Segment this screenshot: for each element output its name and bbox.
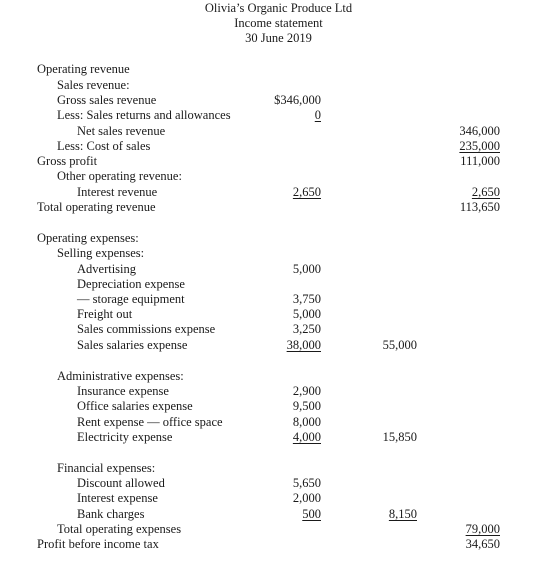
gross-profit-value: 111,000 <box>460 154 500 168</box>
insurance-label: Insurance expense <box>77 384 169 398</box>
sales-commissions-value: 3,250 <box>292 322 321 336</box>
selling-subtotal-value: 55,000 <box>382 338 417 352</box>
electricity-label: Electricity expense <box>77 430 173 444</box>
office-salaries-value: 9,500 <box>292 399 321 413</box>
sales-revenue-heading: Sales revenue: <box>57 78 130 92</box>
advertising-value: 5,000 <box>292 262 321 276</box>
sales-commissions-label: Sales commissions expense <box>77 322 216 336</box>
selling-expenses-heading: Selling expenses: <box>57 246 145 260</box>
storage-equipment-label: — storage equipment <box>77 292 185 306</box>
gross-profit-label: Gross profit <box>37 154 98 168</box>
cost-of-sales-label: Less: Cost of sales <box>57 139 151 153</box>
returns-label: Less: Sales returns and allowances <box>57 108 231 122</box>
company-name: Olivia’s Organic Produce Ltd <box>204 1 353 15</box>
total-expenses-value: 79,000 <box>465 522 500 536</box>
interest-revenue-label: Interest revenue <box>77 185 158 199</box>
electricity-value: 4,000 <box>292 430 321 444</box>
net-sales-label: Net sales revenue <box>77 124 166 138</box>
sales-salaries-value: 38,000 <box>286 338 321 352</box>
rent-value: 8,000 <box>292 415 321 429</box>
sales-salaries-label: Sales salaries expense <box>77 338 188 352</box>
financial-expenses-heading: Financial expenses: <box>57 461 156 475</box>
gross-sales-label: Gross sales revenue <box>57 93 157 107</box>
total-expenses-label: Total operating expenses <box>57 522 182 536</box>
bank-charges-label: Bank charges <box>77 507 145 521</box>
bank-charges-value: 500 <box>302 507 321 521</box>
interest-expense-label: Interest expense <box>77 491 158 505</box>
returns-value: 0 <box>314 108 321 122</box>
depreciation-label: Depreciation expense <box>77 277 185 291</box>
operating-expenses-heading: Operating expenses: <box>37 231 139 245</box>
total-revenue-label: Total operating revenue <box>37 200 156 214</box>
administrative-expenses-heading: Administrative expenses: <box>57 369 184 383</box>
storage-equipment-value: 3,750 <box>292 292 321 306</box>
cost-of-sales-value: 235,000 <box>459 139 500 153</box>
interest-revenue-value-col1: 2,650 <box>292 185 321 199</box>
profit-value: 34,650 <box>465 537 500 551</box>
statement-title: Income statement <box>234 16 323 30</box>
insurance-value: 2,900 <box>292 384 321 398</box>
rent-label: Rent expense — office space <box>77 415 223 429</box>
other-revenue-heading: Other operating revenue: <box>57 169 182 183</box>
interest-revenue-value-col3: 2,650 <box>471 185 500 199</box>
total-revenue-value: 113,650 <box>459 200 500 214</box>
financial-subtotal-value: 8,150 <box>388 507 417 521</box>
discount-allowed-value: 5,650 <box>292 476 321 490</box>
gross-sales-value: $346,000 <box>274 93 321 107</box>
advertising-label: Advertising <box>77 262 137 276</box>
net-sales-value: 346,000 <box>459 124 500 138</box>
freight-out-value: 5,000 <box>292 307 321 321</box>
office-salaries-label: Office salaries expense <box>77 399 193 413</box>
administrative-subtotal-value: 15,850 <box>382 430 417 444</box>
statement-date: 30 June 2019 <box>245 31 312 45</box>
profit-label: Profit before income tax <box>37 537 159 551</box>
operating-revenue-heading: Operating revenue <box>37 62 130 76</box>
interest-expense-value: 2,000 <box>292 491 321 505</box>
freight-out-label: Freight out <box>77 307 133 321</box>
discount-allowed-label: Discount allowed <box>77 476 165 490</box>
